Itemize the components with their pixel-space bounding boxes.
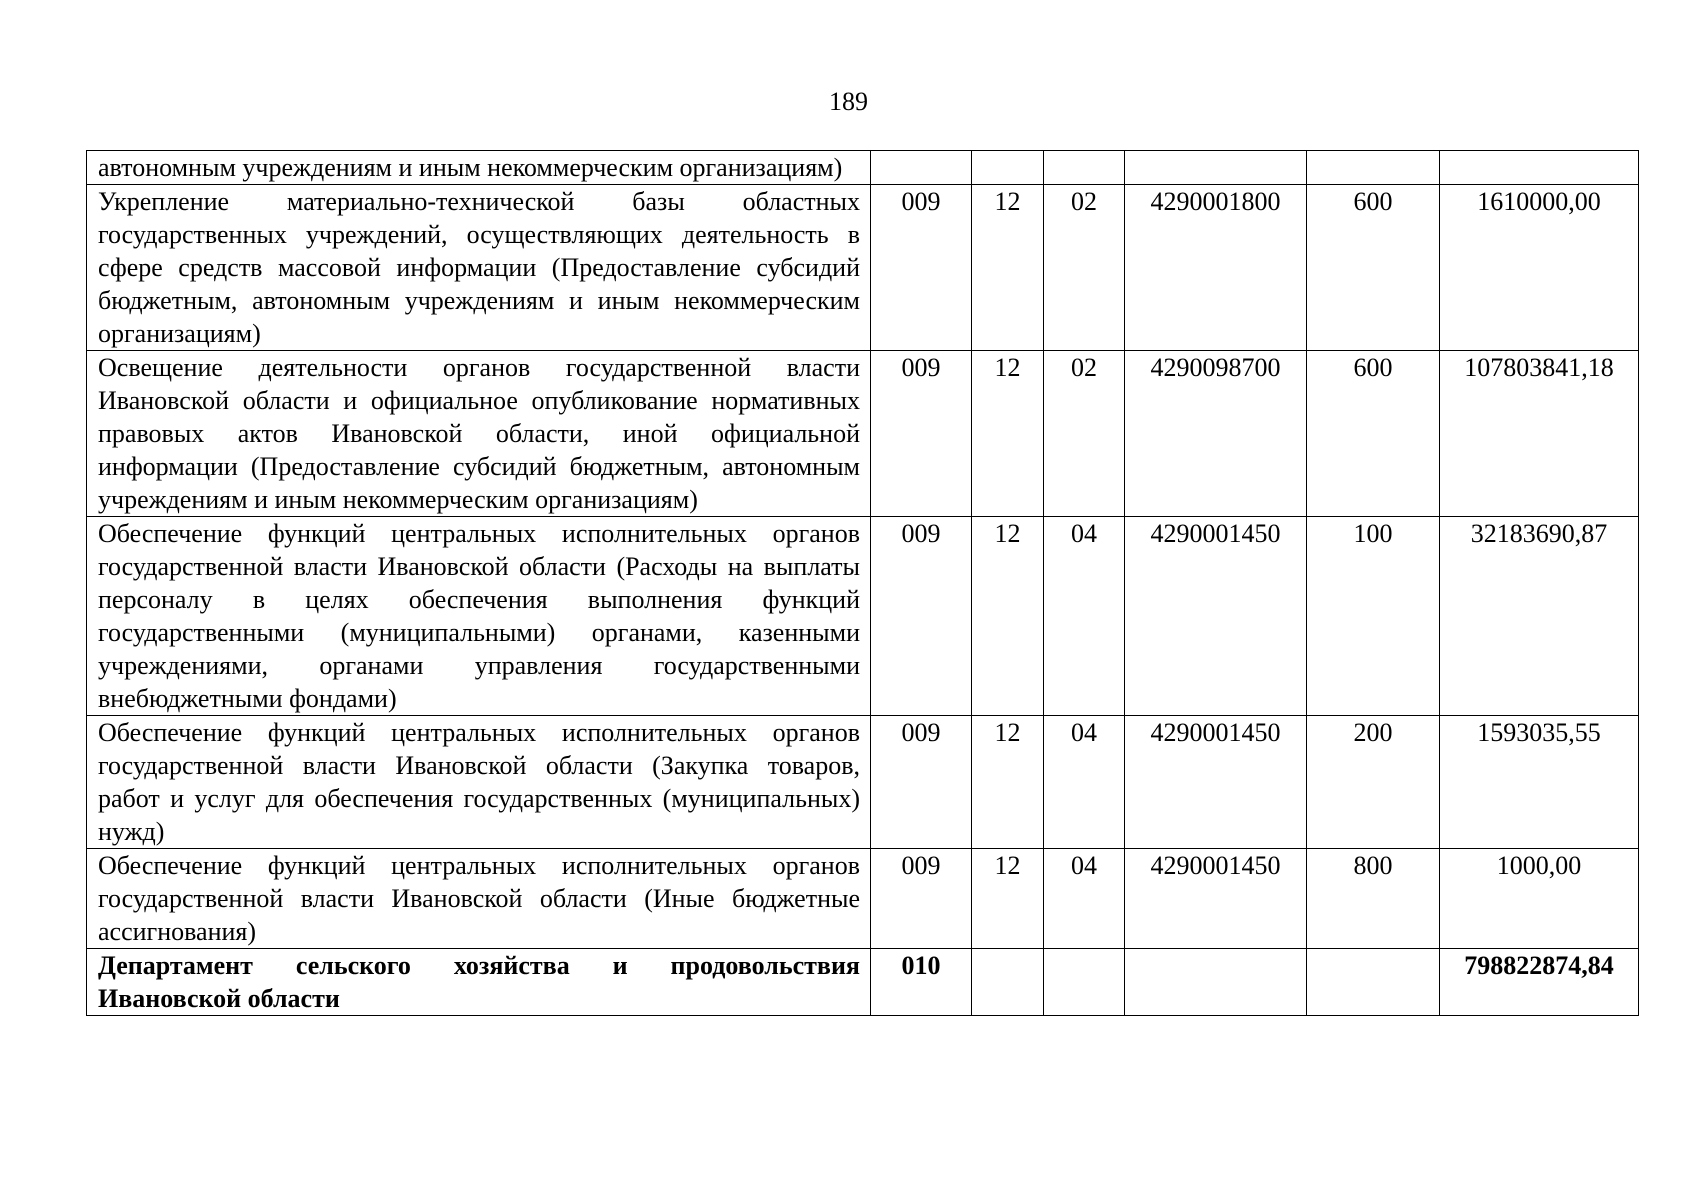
vr-cell: 600 xyxy=(1307,185,1440,351)
sum-cell: 32183690,87 xyxy=(1440,517,1639,716)
table-row xyxy=(87,185,1639,351)
ved-cell: 009 xyxy=(871,849,972,949)
sum-cell: 1610000,00 xyxy=(1440,185,1639,351)
pr-cell xyxy=(1044,949,1125,1016)
vr-cell: 800 xyxy=(1307,849,1440,949)
page-number: 189 xyxy=(829,87,868,116)
csr-cell: 4290001450 xyxy=(1125,716,1307,849)
table-row xyxy=(87,351,1639,517)
vr-cell: 600 xyxy=(1307,351,1440,517)
pr-cell xyxy=(1044,151,1125,185)
ved-cell: 010 xyxy=(871,949,972,1016)
pr-cell: 04 xyxy=(1044,849,1125,949)
sum-cell: 798822874,84 xyxy=(1440,949,1639,1016)
sum-cell: 1593035,55 xyxy=(1440,716,1639,849)
table-row xyxy=(87,716,1639,849)
row-description: Обеспечение функций центральных исполнительных органов государственной власти Ивановской области (Закупка товаров, работ и услуг для обеспечения государственных (муниципальных) нужд) xyxy=(87,716,871,849)
vr-cell xyxy=(1307,949,1440,1016)
rz-cell: 12 xyxy=(972,716,1044,849)
rz-cell: 12 xyxy=(972,351,1044,517)
rz-cell: 12 xyxy=(972,849,1044,949)
row-description: автономным учреждениям и иным некоммерческим организациям) xyxy=(87,151,871,185)
table-row-department-total xyxy=(87,949,1639,1016)
table-row xyxy=(87,517,1639,716)
csr-cell: 4290001450 xyxy=(1125,849,1307,949)
rz-cell: 12 xyxy=(972,517,1044,716)
ved-cell: 009 xyxy=(871,351,972,517)
row-description: Обеспечение функций центральных исполнительных органов государственной власти Ивановской области (Иные бюджетные ассигнования) xyxy=(87,849,871,949)
vr-cell: 100 xyxy=(1307,517,1440,716)
rz-cell xyxy=(972,949,1044,1016)
csr-cell xyxy=(1125,949,1307,1016)
csr-cell: 4290001450 xyxy=(1125,517,1307,716)
sum-cell: 107803841,18 xyxy=(1440,351,1639,517)
rz-cell xyxy=(972,151,1044,185)
csr-cell: 4290098700 xyxy=(1125,351,1307,517)
row-description: Укрепление материально-технической базы областных государственных учреждений, осуществляющих деятельность в сфере средств массовой информации (Предоставление субсидий бюджетным, автономным учреждениям и иным некоммерческим организациям) xyxy=(87,185,871,351)
ved-cell: 009 xyxy=(871,517,972,716)
ved-cell xyxy=(871,151,972,185)
ved-cell: 009 xyxy=(871,716,972,849)
pr-cell: 04 xyxy=(1044,716,1125,849)
row-description: Освещение деятельности органов государственной власти Ивановской области и официальное опубликование нормативных правовых актов Ивановской области, иной официальной информации (Предоставление субсидий бюджетным, автономным учреждениям и иным некоммерческим организациям) xyxy=(87,351,871,517)
vr-cell: 200 xyxy=(1307,716,1440,849)
row-description: Департамент сельского хозяйства и продовольствия Ивановской области xyxy=(87,949,871,1016)
csr-cell: 4290001800 xyxy=(1125,185,1307,351)
pr-cell: 04 xyxy=(1044,517,1125,716)
csr-cell xyxy=(1125,151,1307,185)
sum-cell xyxy=(1440,151,1639,185)
rz-cell: 12 xyxy=(972,185,1044,351)
vr-cell xyxy=(1307,151,1440,185)
budget-table xyxy=(86,150,1639,1016)
pr-cell: 02 xyxy=(1044,351,1125,517)
pr-cell: 02 xyxy=(1044,185,1125,351)
sum-cell: 1000,00 xyxy=(1440,849,1639,949)
row-description: Обеспечение функций центральных исполнительных органов государственной власти Ивановской области (Расходы на выплаты персоналу в целях обеспечения выполнения функций государственными (муниципальными) органами, казенными учреждениями, органами управления государственными внебюджетными фондами) xyxy=(87,517,871,716)
table-row xyxy=(87,151,1639,185)
table-row xyxy=(87,849,1639,949)
ved-cell: 009 xyxy=(871,185,972,351)
